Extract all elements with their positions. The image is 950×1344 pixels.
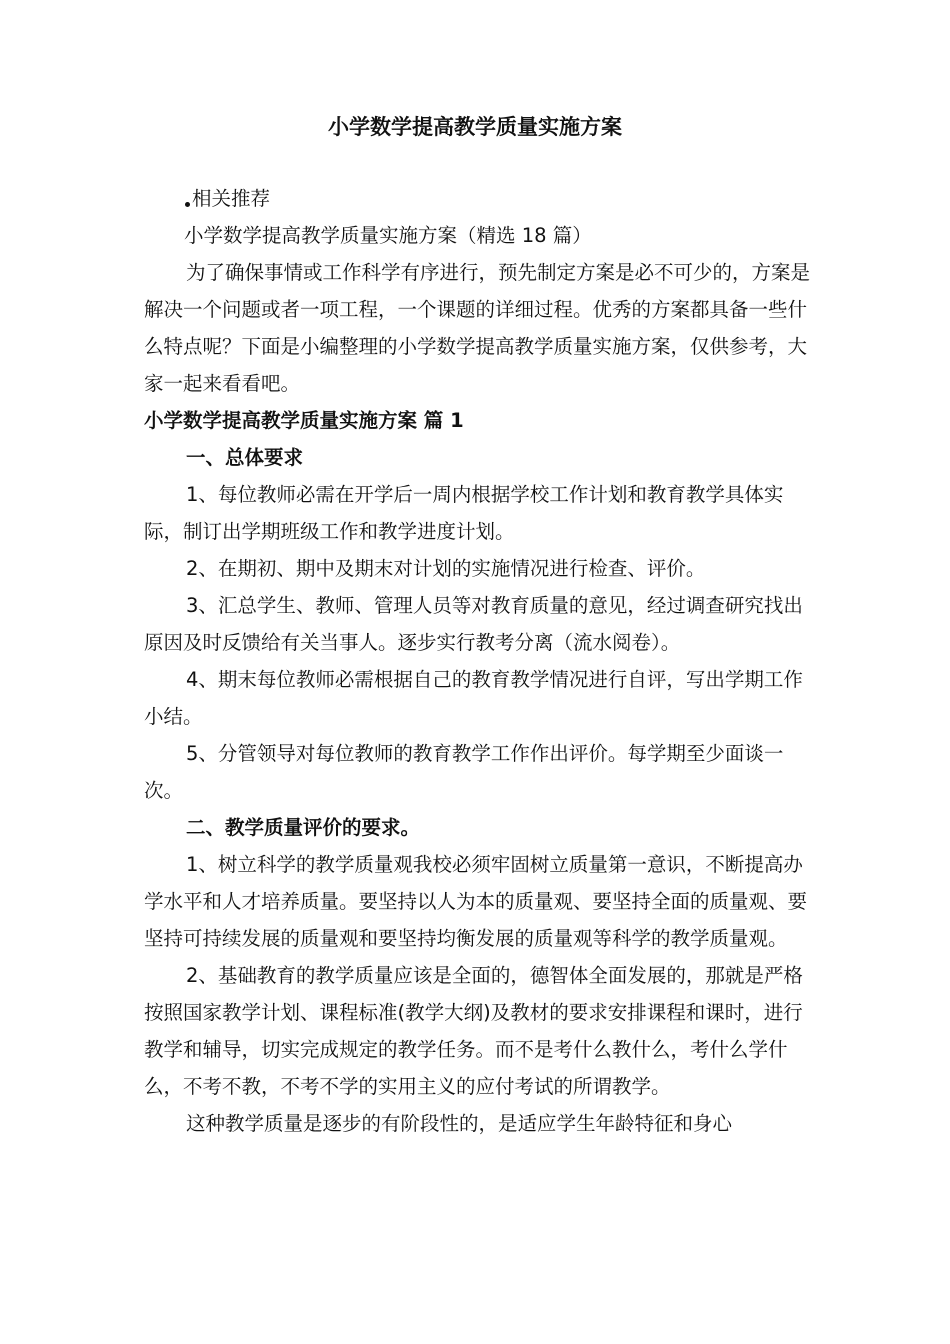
paragraph-item-2: 2、在期初、期中及期末对计划的实施情况进行检查、评价。	[186, 557, 706, 580]
intro-paragraph: 为了确保事情或工作科学有序进行，预先制定方案是必不可少的，方案是解决一个问题或者一项工程，一个课题的详细过程。优秀的方案都具备一些什么特点呢？下面是小编整理的小学数学提高教学质量实施方案，仅供参考，大家一起来看看吧。	[144, 261, 811, 395]
section-title: 小学数学提高教学质量实施方案 篇 1	[144, 409, 464, 432]
heading-overall-requirements: 一、总体要求	[186, 446, 304, 469]
document-body	[144, 180, 812, 1142]
bullet-icon	[185, 202, 190, 207]
paragraph-item-5: 5、分管领导对每位教师的教育教学工作作出评价。每学期至少面谈一次。	[144, 742, 784, 802]
related-label: 相关推荐	[192, 187, 271, 210]
paragraph-item-6: 1、树立科学的教学质量观我校必须牢固树立质量第一意识，不断提高办学水平和人才培养质量。要坚持以人为本的质量观、要坚持全面的质量观、要坚持可持续发展的质量观和要坚持均衡发展的质量观等科学的教学质量观。	[144, 853, 808, 950]
paragraph-item-1: 1、每位教师必需在开学后一周内根据学校工作计划和教育教学具体实际，制订出学期班级工作和教学进度计划。	[144, 483, 784, 543]
document-title: 小学数学提高教学质量实施方案	[328, 115, 622, 139]
related-link[interactable]: 小学数学提高教学质量实施方案（精选 18 篇）	[184, 224, 592, 247]
heading-quality-evaluation: 二、教学质量评价的要求。	[186, 816, 421, 839]
paragraph-item-3: 3、汇总学生、教师、管理人员等对教育质量的意见，经过调查研究找出原因及时反馈给有关当事人。逐步实行教考分离（流水阅卷）。	[144, 594, 803, 654]
paragraph-item-4: 4、期末每位教师必需根据自己的教育教学情况进行自评，写出学期工作小结。	[144, 668, 803, 728]
paragraph-item-7: 2、基础教育的教学质量应该是全面的，德智体全面发展的，那就是严格按照国家教学计划、课程标准(教学大纲)及教材的要求安排课程和课时，进行教学和辅导，切实完成规定的教学任务。而不是考什么教什么，考什么学什么，不考不教，不考不学的实用主义的应付考试的所谓教学。	[144, 964, 803, 1098]
related-recommendation	[144, 180, 812, 217]
paragraph-item-8: 这种教学质量是逐步的有阶段性的，是适应学生年龄特征和身心	[186, 1112, 733, 1135]
